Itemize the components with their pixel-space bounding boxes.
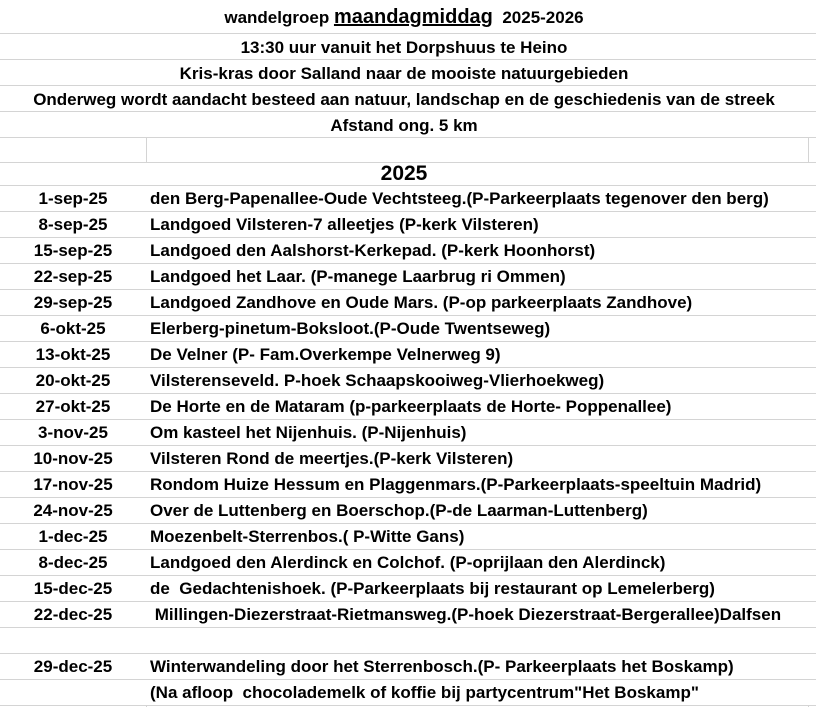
- walk-date: 1-dec-25: [38, 527, 108, 546]
- header-row-5: [0, 112, 816, 138]
- group-day-title: maandagmiddag: [333, 6, 493, 28]
- schedule-row: [0, 628, 816, 654]
- schedule-row: [0, 446, 816, 472]
- walk-description: Over de Luttenberg en Boerschop.(P-de Laarman-Luttenberg): [150, 501, 648, 520]
- schedule-row: [0, 316, 816, 342]
- tagline: Kris-kras door Salland naar de mooiste natuurgebieden: [179, 64, 629, 83]
- walk-description: Om kasteel het Nijenhuis. (P-Nijenhuis): [150, 423, 467, 442]
- schedule-row: [0, 472, 816, 498]
- schedule-row: [0, 524, 816, 550]
- header-row-4: [0, 86, 816, 112]
- walk-description: Landgoed Zandhove en Oude Mars. (P-op parkeerplaats Zandhove): [150, 293, 693, 312]
- header-title: [0, 5, 808, 30]
- season-years: 2025-2026: [502, 8, 584, 27]
- blank-row: [0, 138, 816, 163]
- distance-info: Afstand ong. 5 km: [330, 116, 478, 135]
- schedule-row: [0, 420, 816, 446]
- walk-description: Vilsterenseveld. P-hoek Schaapskooiweg-Vlierhoekweg): [150, 371, 605, 390]
- walk-date: 29-sep-25: [33, 293, 113, 312]
- walk-date: 22-dec-25: [33, 605, 113, 624]
- schedule-row: [0, 550, 816, 576]
- walk-description: Landgoed den Aalshorst-Kerkepad. (P-kerk Hoonhorst): [150, 241, 596, 260]
- focus-description: Onderweg wordt aandacht besteed aan natuur, landschap en de geschiedenis van de streek: [33, 90, 775, 109]
- schedule-row: [0, 368, 816, 394]
- year-heading: 2025: [380, 162, 428, 185]
- walk-date: 15-sep-25: [33, 241, 113, 260]
- schedule-row: [0, 212, 816, 238]
- start-time-location: 13:30 uur vanuit het Dorpshuus te Heino: [240, 38, 568, 57]
- walk-date: 8-dec-25: [38, 553, 108, 572]
- year-row: [0, 163, 816, 186]
- walk-description: Winterwandeling door het Sterrenbosch.(P- Parkeerplaats het Boskamp): [150, 657, 734, 676]
- schedule-row: [0, 498, 816, 524]
- walk-description: Moezenbelt-Sterrenbos.( P-Witte Gans): [150, 527, 465, 546]
- schedule-row: [0, 264, 816, 290]
- schedule-row: [0, 290, 816, 316]
- walk-description: De Velner (P- Fam.Overkempe Velnerweg 9): [150, 345, 501, 364]
- schedule-row: [0, 654, 816, 680]
- walk-date: 1-sep-25: [38, 189, 108, 208]
- walk-date: 24-nov-25: [33, 501, 113, 520]
- walk-description: Landgoed den Alerdinck en Colchof. (P-oprijlaan den Alerdinck): [150, 553, 666, 572]
- walk-description: Rondom Huize Hessum en Plaggenmars.(P-Parkeerplaats-speeltuin Madrid): [150, 475, 762, 494]
- walk-date: 20-okt-25: [35, 371, 111, 390]
- walk-description: De Horte en de Mataram (p-parkeerplaats de Horte- Poppenallee): [150, 397, 672, 416]
- schedule-row: [0, 394, 816, 420]
- walk-date: 15-dec-25: [33, 579, 113, 598]
- walk-description: den Berg-Papenallee-Oude Vechtsteeg.(P-Parkeerplaats tegenover den berg): [150, 189, 769, 208]
- walk-description: Vilsteren Rond de meertjes.(P-kerk Vilsteren): [150, 449, 514, 468]
- walk-date: 17-nov-25: [33, 475, 113, 494]
- walk-date: 27-okt-25: [35, 397, 111, 416]
- group-label: wandelgroep: [224, 8, 330, 27]
- header-row-1: [0, 0, 816, 34]
- walk-date: 6-okt-25: [40, 319, 106, 338]
- walk-date: 29-dec-25: [33, 657, 113, 676]
- walk-description: de Gedachtenishoek. (P-Parkeerplaats bij restaurant op Lemelerberg): [150, 579, 715, 598]
- schedule-row: [0, 680, 816, 706]
- header-row-3: [0, 60, 816, 86]
- walk-description: Elerberg-pinetum-Boksloot.(P-Oude Twentseweg): [150, 319, 551, 338]
- walk-description: Millingen-Diezerstraat-Rietmansweg.(P-hoek Diezerstraat-Bergerallee)Dalfsen: [150, 605, 782, 624]
- schedule-row: [0, 238, 816, 264]
- schedule-row: [0, 186, 816, 212]
- schedule-row: [0, 576, 816, 602]
- walk-description: (Na afloop chocolademelk of koffie bij partycentrum"Het Boskamp": [150, 683, 699, 702]
- walk-date: 3-nov-25: [38, 423, 108, 442]
- walk-description: Landgoed het Laar. (P-manege Laarbrug ri Ommen): [150, 267, 566, 286]
- walk-date: 22-sep-25: [33, 267, 113, 286]
- schedule-row: [0, 342, 816, 368]
- walk-description: Landgoed Vilsteren-7 alleetjes (P-kerk Vilsteren): [150, 215, 539, 234]
- schedule-row: [0, 602, 816, 628]
- walk-date: 8-sep-25: [38, 215, 108, 234]
- walk-date: 13-okt-25: [35, 345, 111, 364]
- walk-date: 10-nov-25: [33, 449, 113, 468]
- header-row-2: [0, 34, 816, 60]
